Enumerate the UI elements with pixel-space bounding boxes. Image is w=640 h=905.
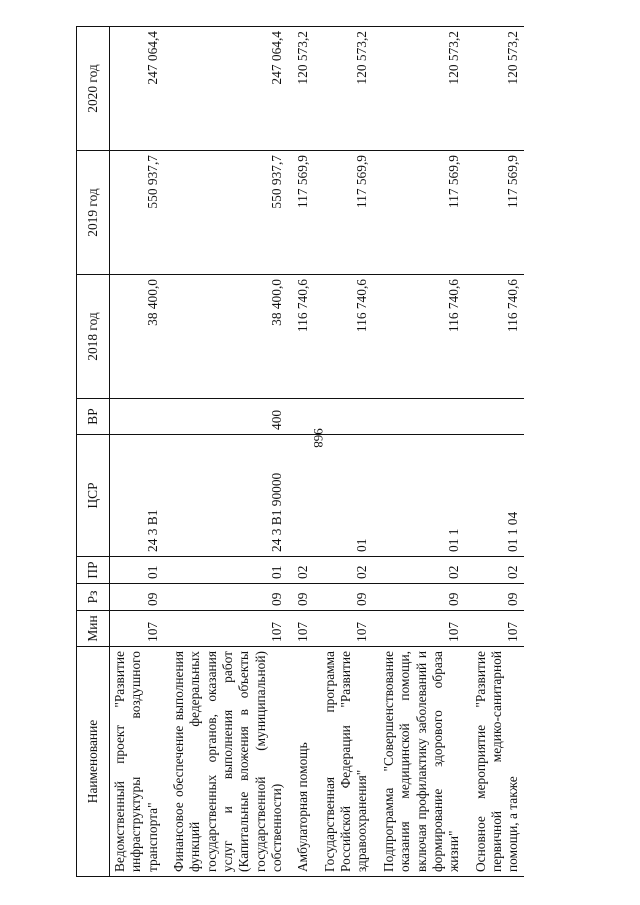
- row-pr: 02: [320, 557, 373, 584]
- row-rz: 09: [320, 584, 373, 611]
- row-rz: 09: [471, 584, 524, 611]
- row-2019: 117 569,9: [320, 151, 373, 275]
- table-row: [169, 27, 287, 877]
- row-2018: 38 400,0: [169, 275, 287, 399]
- row-csr: 24 3 B1: [110, 435, 164, 557]
- row-name: Ведомственный проект "Развитие инфраструктуры воздушного транспорта": [110, 647, 164, 877]
- row-2020: 120 573,2: [320, 27, 373, 151]
- row-name: Амбулаторная помощь: [293, 647, 313, 877]
- header-min: Мин: [77, 611, 110, 647]
- row-pr: 02: [379, 557, 465, 584]
- row-csr: 01 1 04: [471, 435, 524, 557]
- row-2019: 117 569,9: [379, 151, 465, 275]
- row-2020: 247 064,4: [110, 27, 164, 151]
- row-2019: 117 569,9: [293, 151, 313, 275]
- row-pr: 02: [471, 557, 524, 584]
- row-min: 107: [169, 611, 287, 647]
- row-name: Государственная программа Российской Федерации "Развитие здравоохранения": [320, 647, 373, 877]
- row-min: 107: [110, 611, 164, 647]
- row-2020: 120 573,2: [379, 27, 465, 151]
- row-2019: 550 937,7: [110, 151, 164, 275]
- row-vr: [293, 399, 313, 435]
- row-vr: [379, 399, 465, 435]
- row-csr: 24 3 B1 90000: [169, 435, 287, 557]
- row-csr: [293, 435, 313, 557]
- row-2019: 117 569,9: [471, 151, 524, 275]
- row-2020: 120 573,2: [293, 27, 313, 151]
- row-2018: 116 740,6: [293, 275, 313, 399]
- row-name: Подпрограмма "Совершенствование оказания медицинской помощи, включая профилактику заболеваний и формирование здорового образа жизни": [379, 647, 465, 877]
- table-header-row: [77, 27, 110, 877]
- row-rz: 09: [379, 584, 465, 611]
- budget-table-rotated: [76, 27, 606, 877]
- row-rz: 09: [169, 584, 287, 611]
- row-min: 107: [320, 611, 373, 647]
- row-vr: [320, 399, 373, 435]
- row-2018: 116 740,6: [320, 275, 373, 399]
- row-2018: 116 740,6: [379, 275, 465, 399]
- header-2020: 2020 год: [77, 27, 110, 151]
- row-csr: 01 1: [379, 435, 465, 557]
- row-2019: 550 937,7: [169, 151, 287, 275]
- header-vr: ВР: [77, 399, 110, 435]
- row-min: 107: [471, 611, 524, 647]
- row-rz: 09: [293, 584, 313, 611]
- row-pr: 02: [293, 557, 313, 584]
- row-min: 107: [293, 611, 313, 647]
- row-pr: 01: [169, 557, 287, 584]
- header-pr: ПР: [77, 557, 110, 584]
- budget-table: [76, 26, 524, 877]
- row-2018: 38 400,0: [110, 275, 164, 399]
- table-row: [293, 27, 313, 877]
- table-row: [471, 27, 524, 877]
- header-2019: 2019 год: [77, 151, 110, 275]
- row-name: Финансовое обеспечение выполнения функций федеральных государственных органов, оказания услуг и выполнения работ (Капитальные вложения в объекты государственной (муниципальной) собственности): [169, 647, 287, 877]
- row-csr: 01: [320, 435, 373, 557]
- table-row: [320, 27, 373, 877]
- row-min: 107: [379, 611, 465, 647]
- header-name: Наименование: [77, 647, 110, 877]
- row-rz: 09: [110, 584, 164, 611]
- header-2018: 2018 год: [77, 275, 110, 399]
- table-row: [379, 27, 465, 877]
- header-rz: Рз: [77, 584, 110, 611]
- row-2020: 120 573,2: [471, 27, 524, 151]
- row-name: Основное мероприятие "Развитие первичной медико-санитарной помощи, а также: [471, 647, 524, 877]
- row-vr: [110, 399, 164, 435]
- table-row: [110, 27, 164, 877]
- row-vr: [471, 399, 524, 435]
- page-number: 968: [311, 428, 326, 448]
- row-2020: 247 064,4: [169, 27, 287, 151]
- row-vr: 400: [169, 399, 287, 435]
- row-pr: 01: [110, 557, 164, 584]
- row-2018: 116 740,6: [471, 275, 524, 399]
- header-csr: ЦСР: [77, 435, 110, 557]
